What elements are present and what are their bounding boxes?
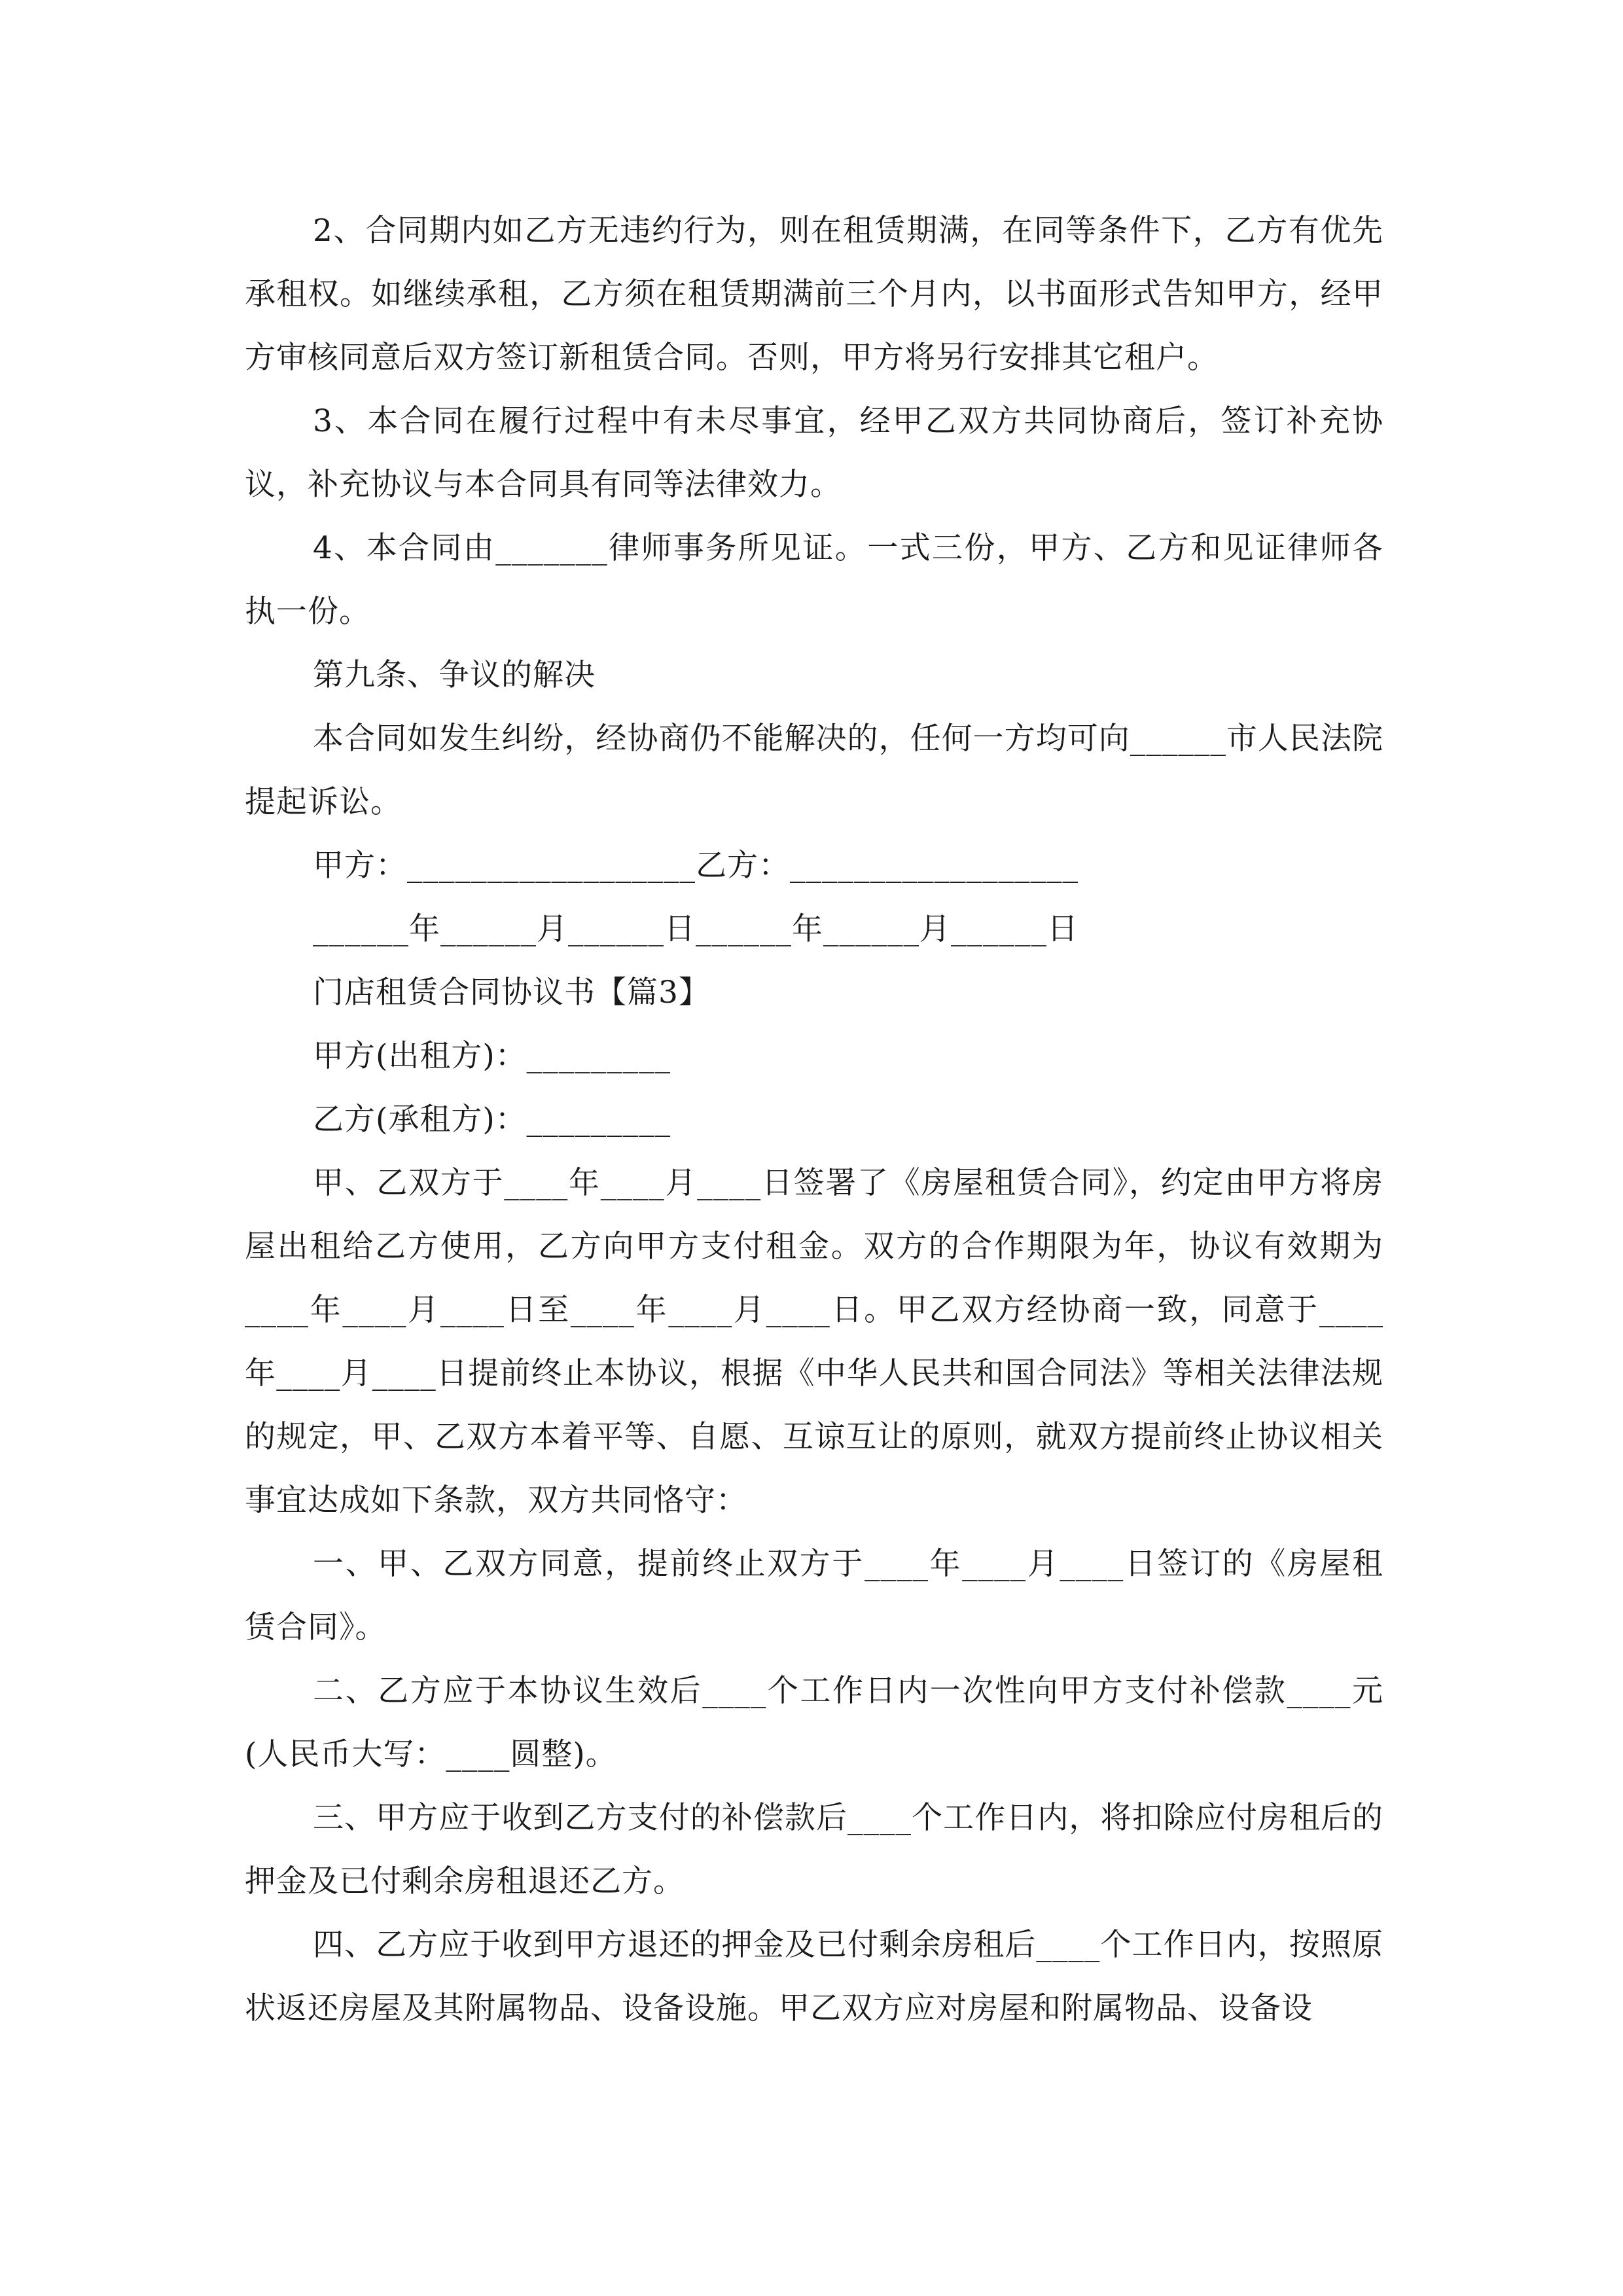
- article-9-heading: 第九条、争议的解决: [313, 657, 596, 693]
- clause-2-renewal: 2、合同期内如乙方无违约行为，则在租赁期满，在同等条件下，乙方有优先承租权。如继续承租，乙方须在租赁期满前三个月内，以书面形式告知甲方，经甲方审核同意后双方签订新租赁合同。否则，甲方将另行安排其它租户。: [245, 213, 1383, 376]
- dispute-resolution-text: 本合同如发生纠纷，经协商仍不能解决的，任何一方均可向______市人民法院提起诉讼。: [245, 721, 1383, 820]
- term-1-termination: 一、甲、乙双方同意，提前终止双方于____年____月____日签订的《房屋租赁合同》。: [245, 1546, 1383, 1645]
- agreement-preamble: 甲、乙双方于____年____月____日签署了《房屋租赁合同》，约定由甲方将房屋出租给乙方使用，乙方向甲方支付租金。双方的合作期限为年，协议有效期为____年____月____日至____年____月____日。甲乙双方经协商一致，同意于____年____月____日提前终止本协议，根据《中华人民共和国合同法》等相关法律法规的规定，甲、乙双方本着平等、自愿、互谅互让的原则，就双方提前终止协议相关事宜达成如下条款，双方共同恪守：: [245, 1165, 1383, 1518]
- date-line: ______年______月______日______年______月______日: [313, 911, 1079, 947]
- term-2-compensation: 二、乙方应于本协议生效后____个工作日内一次性向甲方支付补偿款____元(人民币大写：____圆整)。: [245, 1673, 1383, 1772]
- section-title-part-3: 门店租赁合同协议书【篇3】: [313, 975, 710, 1011]
- party-a-field: 甲方(出租方)：_________: [313, 1038, 671, 1074]
- clause-4-witness: 4、本合同由_______律师事务所见证。一式三份，甲方、乙方和见证律师各执一份。: [245, 530, 1383, 630]
- party-b-field: 乙方(承租方)：_________: [313, 1102, 671, 1138]
- term-4-return-premises: 四、乙方应于收到甲方退还的押金及已付剩余房租后____个工作日内，按照原状返还房屋及其附属物品、设备设施。甲乙双方应对房屋和附属物品、设备设: [245, 1927, 1383, 2026]
- clause-3-supplement: 3、本合同在履行过程中有未尽事宜，经甲乙双方共同协商后，签订补充协议，补充协议与本合同具有同等法律效力。: [245, 403, 1383, 503]
- signature-line: 甲方：__________________乙方：__________________: [313, 848, 1079, 884]
- document-body: [245, 199, 1383, 2040]
- term-3-deposit-refund: 三、甲方应于收到乙方支付的补偿款后____个工作日内，将扣除应付房租后的押金及已付剩余房租退还乙方。: [245, 1800, 1383, 1899]
